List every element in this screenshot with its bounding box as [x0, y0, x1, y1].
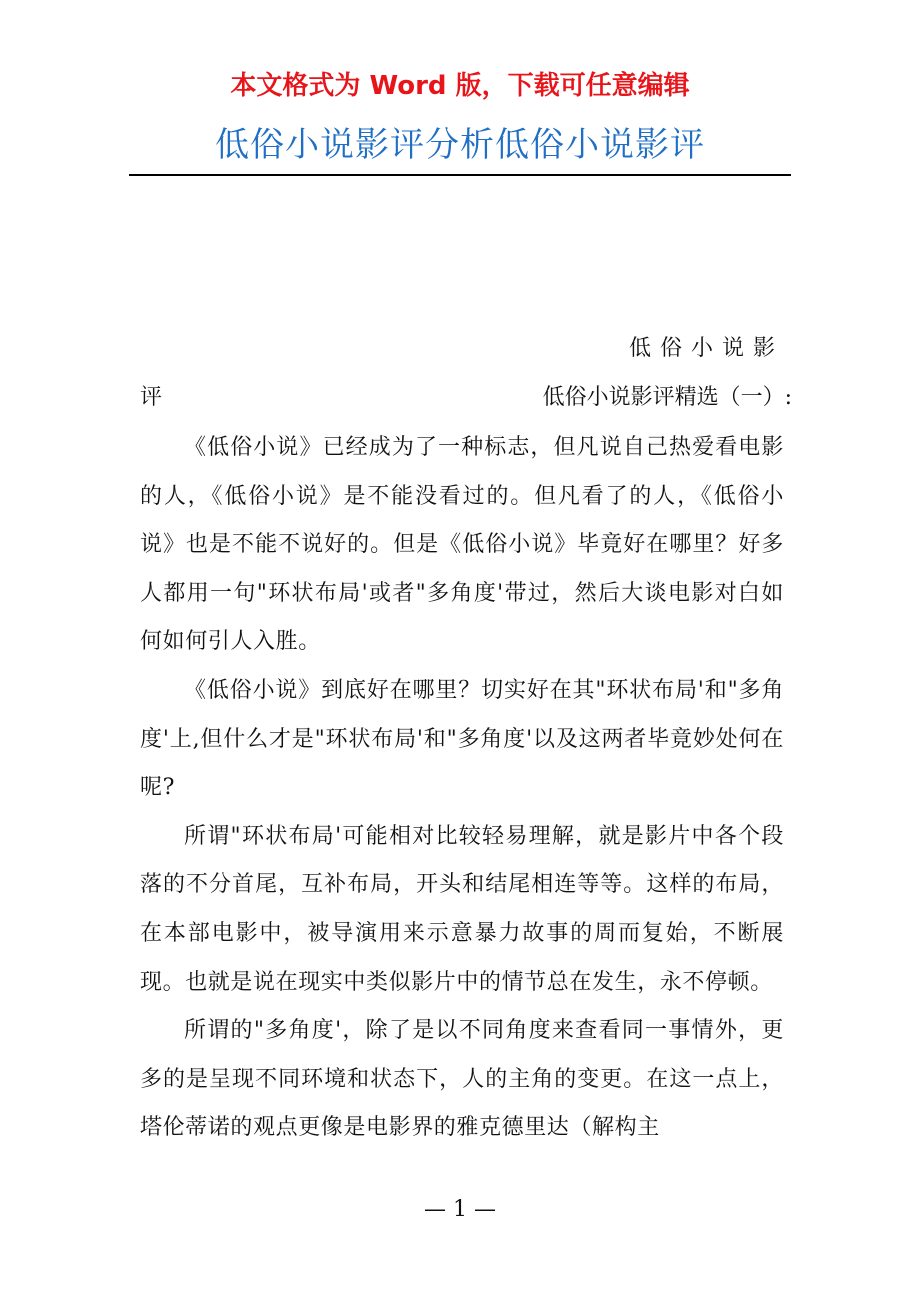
page-number: — 1 — — [424, 1197, 496, 1222]
section-heading-line2-right: 低俗小说影评精选（一）: — [542, 385, 792, 410]
section-heading-line2-left: 评 — [140, 385, 163, 410]
section-heading-line1: 低俗小说影 — [628, 336, 784, 361]
document-title: 低俗小说影评分析低俗小说影评 — [215, 125, 705, 165]
paragraph-2: 《低俗小说》到底好在哪里？切实好在其"环状布局'和"多角度'上,但什么才是"环状布局'和"多角度'以及这两者毕竟妙处何在呢? — [140, 677, 784, 801]
paragraph-3: 所谓"环状布局'可能相对比较轻易理解，就是影片中各个段落的不分首尾，互补布局，开头和结尾相连等等。这样的布局，在本部电影中，被导演用来示意暴力故事的周而复始，不断展现。也就是说在现实中类似影片中的情节总在发生，永不停顿。 — [140, 823, 784, 995]
format-notice: 本文格式为 Word 版，下载可任意编辑 — [230, 71, 690, 101]
article-body — [140, 424, 784, 1153]
paragraph-1: 《低俗小说》已经成为了一种标志，但凡说自己热爱看电影的人，《低俗小说》是不能没看过的。但凡看了的人，《低俗小说》也是不能不说好的。但是《低俗小说》毕竟好在哪里？好多人都用一句"环状布局'或者"多角度'带过，然后大谈电影对白如何如何引人入胜。 — [140, 435, 784, 655]
paragraph-4: 所谓的"多角度'，除了是以不同角度来查看同一事情外，更多的是呈现不同环境和状态下，人的主角的变更。在这一点上，塔伦蒂诺的观点更像是电影界的雅克德里达（解构主 — [140, 1018, 784, 1141]
title-divider — [129, 174, 791, 176]
